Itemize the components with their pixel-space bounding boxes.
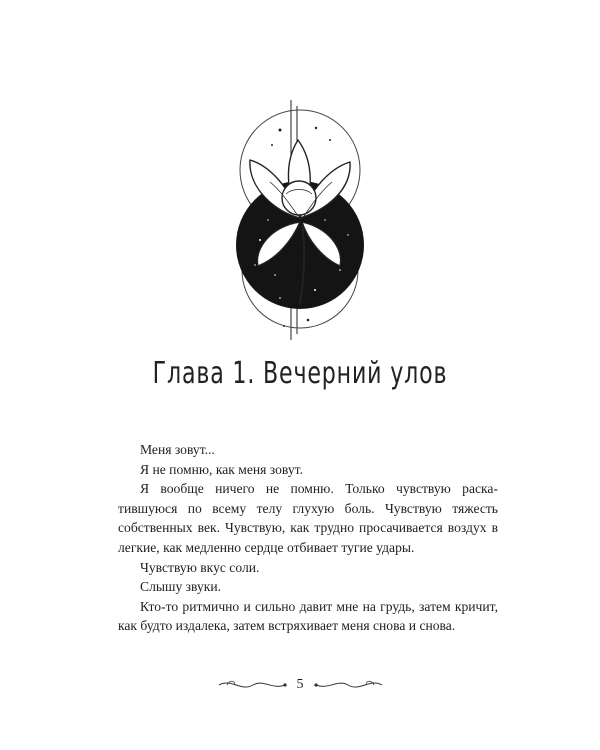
paragraph: Слышу звуки. xyxy=(140,579,222,595)
flourish-right-icon xyxy=(314,676,384,694)
chapter-title: Глава 1. Вечерний улов xyxy=(152,356,448,391)
chapter-body xyxy=(118,440,498,636)
paragraph: Кто-то ритмично и сильно давит мне на грудь, затем кричит, как будто издалека, затем встряхивает меня снова и снова. xyxy=(118,598,498,634)
paragraph: Меня зовут... xyxy=(140,442,215,457)
paragraph: Я вообще ничего не помню. Только чувствую раска-тившуюся по всему телу глухую боль. Чувствую тяжесть собственных век. Чувствую, как трудно просачивается воздух в легкие, как медленно сердце отбивает тугие удары. xyxy=(118,481,498,555)
page-number: 5 xyxy=(296,677,304,692)
paragraph: Чувствую вкус соли. xyxy=(140,559,260,575)
paragraph: Я не помню, как меня зовут. xyxy=(140,461,303,477)
page-footer xyxy=(0,670,600,700)
flourish-left-icon xyxy=(217,676,287,694)
magnolia-moon-emblem-icon xyxy=(220,100,380,340)
